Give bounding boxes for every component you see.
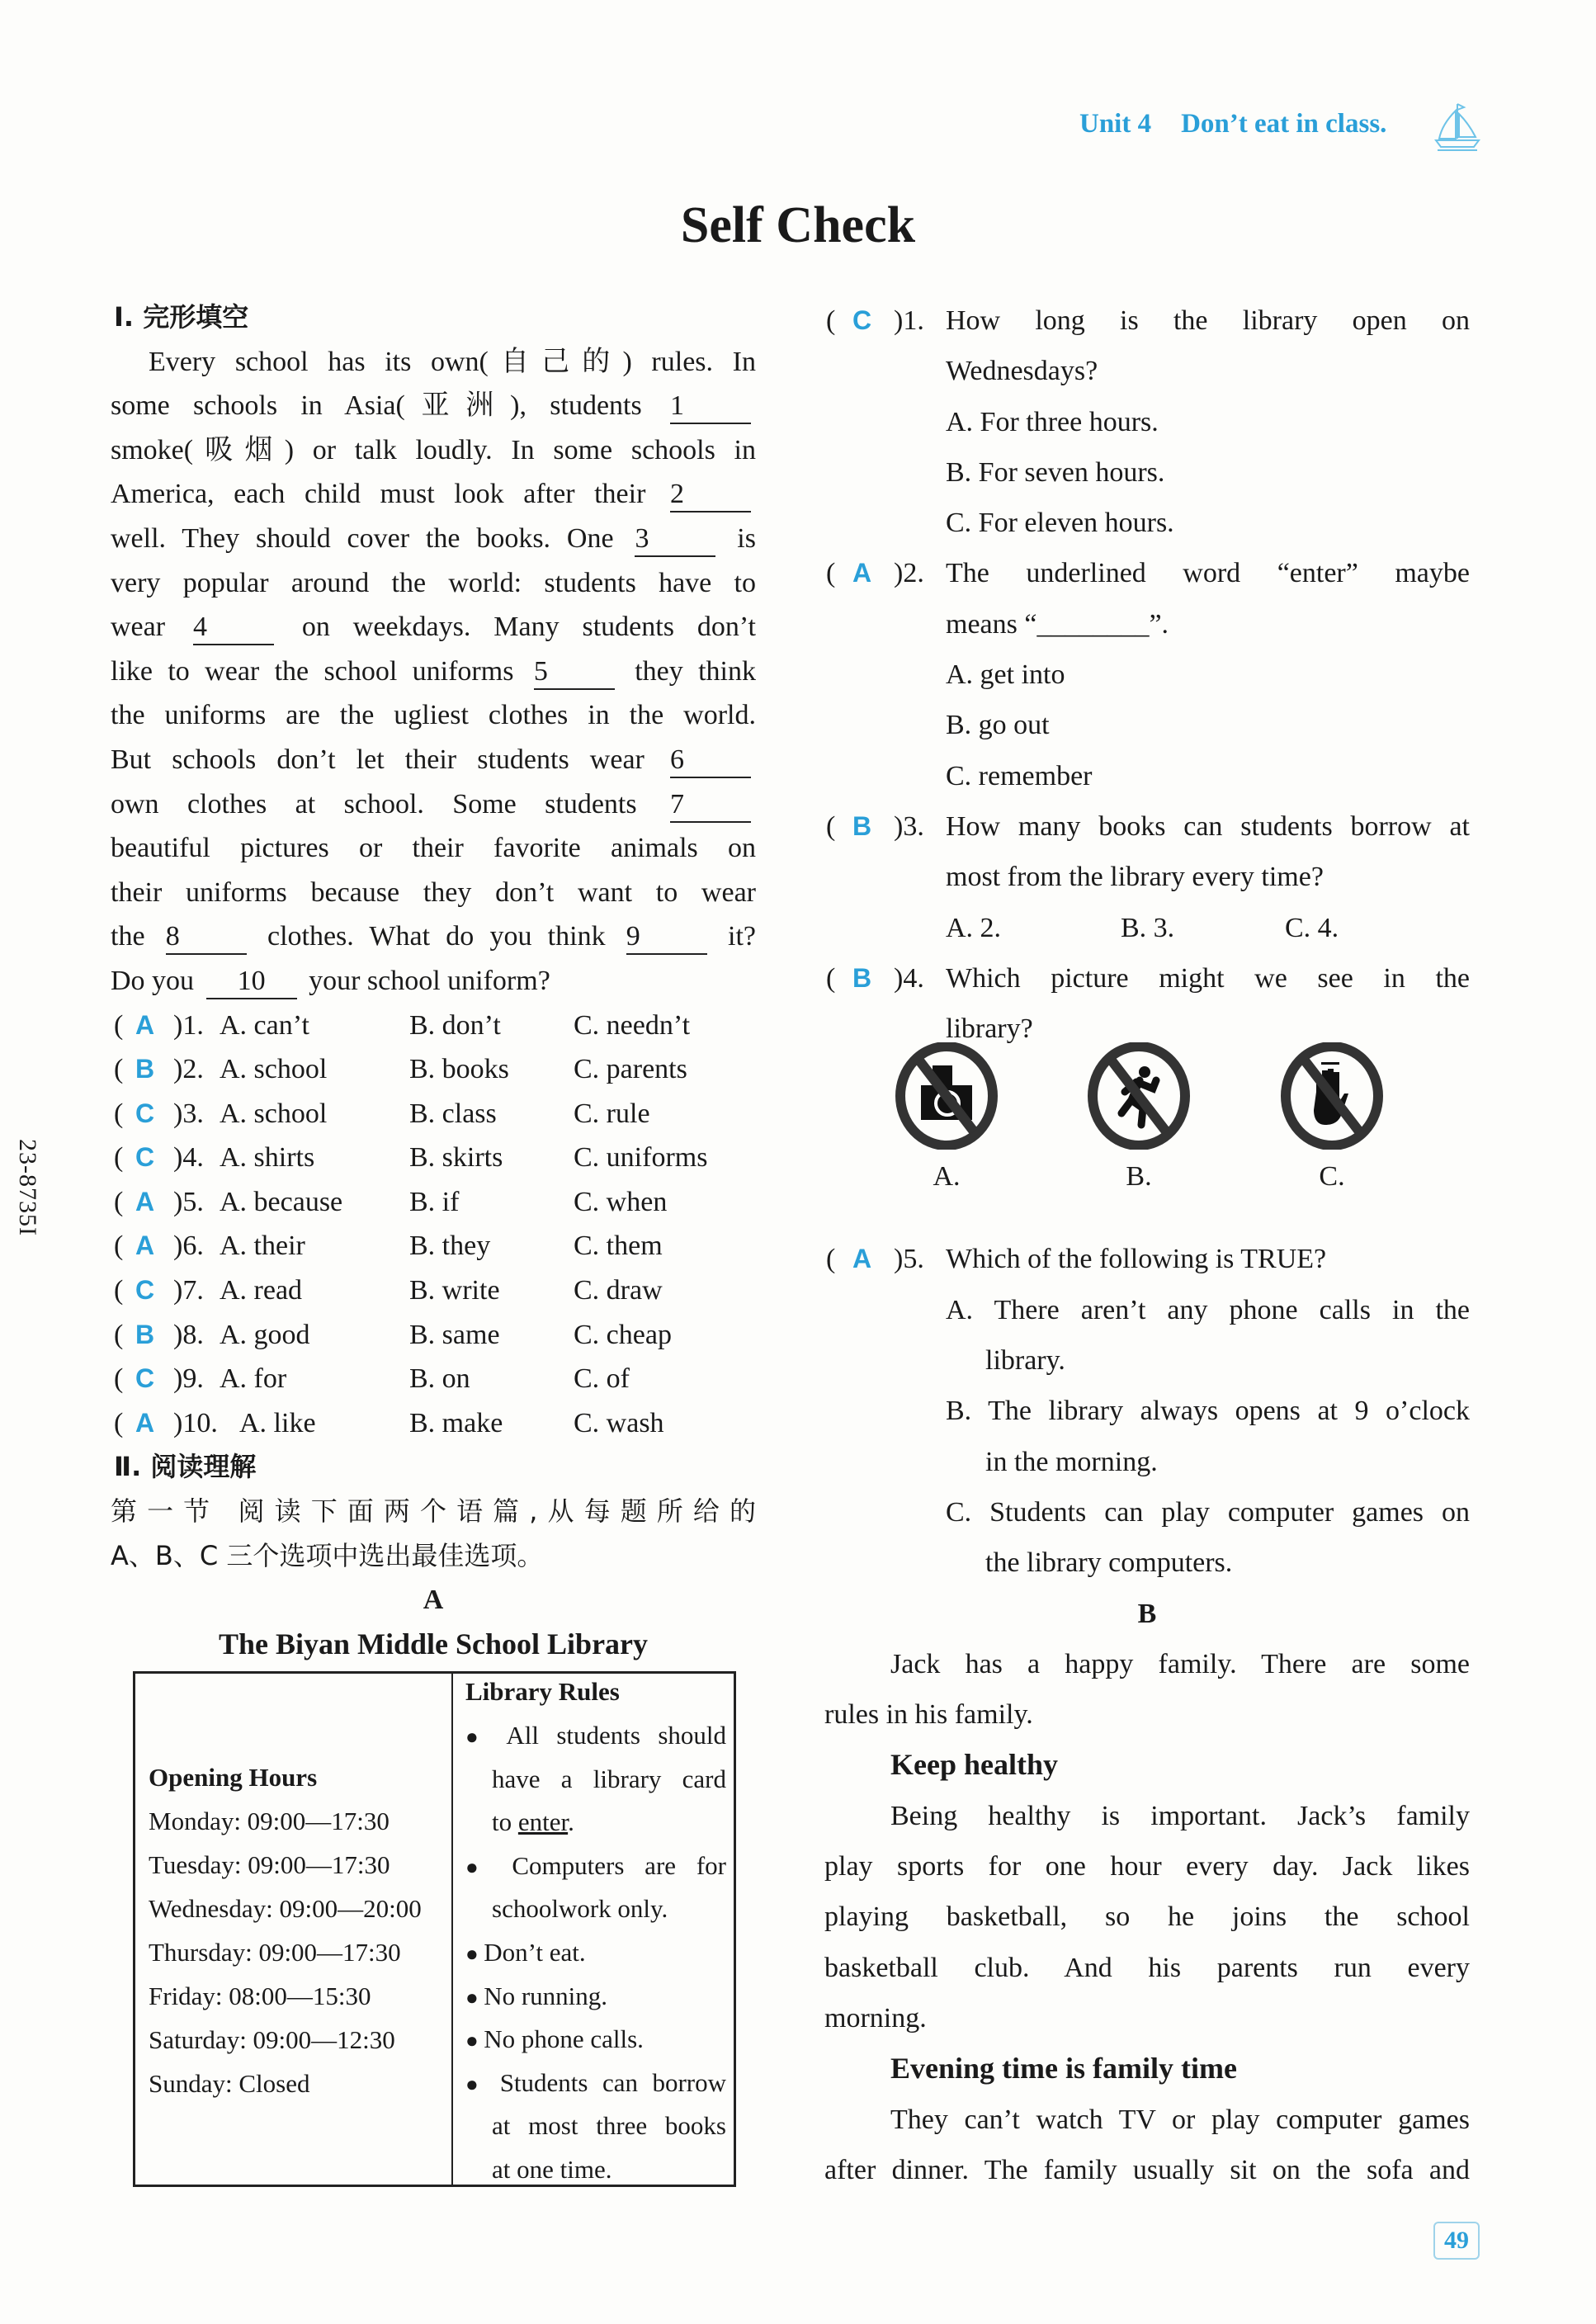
bullet: ●	[465, 2071, 500, 2096]
option-row	[111, 1313, 756, 1358]
option-row	[111, 1136, 756, 1180]
option-b: B. don’t	[409, 1009, 501, 1041]
option-a: A. their	[220, 1230, 305, 1262]
question-number: )6.	[173, 1230, 204, 1262]
line-text: A. get into	[946, 659, 1065, 691]
question-line	[824, 548, 1470, 598]
text-line	[824, 1689, 1470, 1740]
choice-a: A. 2.	[946, 912, 1002, 943]
paren-open: (	[826, 1244, 836, 1275]
underlined-word: enter	[517, 1807, 569, 1837]
unit-header	[1079, 109, 1386, 139]
answer-4: C	[135, 1142, 155, 1173]
paren-open: (	[826, 810, 836, 842]
blank-4[interactable]: 4	[193, 611, 274, 645]
opening-hours-row: Saturday: 09:00—12:30	[149, 2025, 395, 2054]
option-a: A. for	[220, 1363, 287, 1395]
paren-open: (	[114, 1009, 124, 1041]
sign-label: B.	[1126, 1161, 1152, 1193]
passage-line	[111, 605, 756, 649]
section-heading: Ⅰ. 完形填空	[114, 301, 249, 333]
opening-hours-title: Opening Hours	[149, 1763, 318, 1792]
passage-a-title: The Biyan Middle School Library	[218, 1627, 649, 1660]
page-number: 49	[1433, 2222, 1480, 2260]
library-rule	[465, 1849, 726, 1884]
blank-5[interactable]: 5	[534, 655, 615, 690]
text-line	[824, 2145, 1470, 2195]
option-c: C. when	[574, 1186, 668, 1217]
line-text: library?	[946, 1013, 1033, 1045]
paren-open: (	[114, 1186, 124, 1217]
left-column	[111, 295, 756, 1666]
passage-line	[111, 914, 756, 959]
option-b: B. class	[409, 1098, 497, 1129]
line-text: A. For three hours.	[946, 406, 1159, 437]
library-rule	[492, 1806, 726, 1839]
paren-open: (	[114, 1098, 124, 1129]
choice-c: C. 4.	[1285, 912, 1339, 943]
text-line	[824, 852, 1470, 902]
text-line	[824, 700, 1470, 750]
option-row	[111, 1047, 756, 1092]
text-line	[824, 346, 1470, 396]
rule-text: Computers are for	[512, 1850, 726, 1880]
option-c: C. wash	[574, 1407, 664, 1438]
line-text: the library computers.	[985, 1547, 1233, 1579]
text-line	[824, 1437, 1470, 1487]
paren-open: (	[114, 1142, 124, 1174]
question-number: )4.	[894, 962, 924, 994]
blank-9[interactable]: 9	[626, 920, 707, 955]
option-c: C. parents	[574, 1054, 687, 1085]
library-rule	[465, 1719, 726, 1754]
option-c: C. them	[574, 1230, 663, 1262]
option-row	[111, 1224, 756, 1268]
line-text: most from the library every time?	[946, 862, 1324, 893]
blank-2[interactable]: 2	[670, 478, 751, 513]
option-c: C. cheap	[574, 1319, 672, 1350]
library-rule	[492, 2109, 726, 2142]
option-c: C. of	[574, 1363, 630, 1395]
line-text: library.	[985, 1345, 1065, 1377]
option-b: B. if	[409, 1186, 460, 1217]
line-text: B	[1137, 1598, 1157, 1629]
line-text: morning.	[824, 2002, 927, 2034]
text-line	[824, 1335, 1470, 1386]
text-line	[824, 1386, 1470, 1436]
paren-open: (	[826, 558, 836, 589]
question-number: )10.	[173, 1407, 218, 1438]
rule-text: All students should	[506, 1721, 726, 1750]
text-line	[824, 447, 1470, 498]
text-line	[824, 498, 1470, 548]
passage-line	[111, 428, 756, 473]
option-c: C. rule	[574, 1098, 650, 1129]
option-b: B. write	[409, 1275, 500, 1306]
opening-hours-row: Tuesday: 09:00—17:30	[149, 1850, 390, 1879]
answer-3: C	[135, 1098, 155, 1128]
passage-text: it?	[711, 921, 756, 952]
question-number: )2.	[894, 558, 924, 589]
answer-10: A	[135, 1407, 155, 1438]
answer-7: C	[135, 1275, 155, 1306]
answer-r2: A	[852, 558, 872, 588]
line-text: rules in his family.	[824, 1699, 1033, 1731]
line-text: Jack has a happy family. There are some	[890, 1648, 1470, 1679]
no-running-icon	[1085, 1042, 1192, 1193]
paren-open: (	[114, 1363, 124, 1395]
library-table	[133, 1671, 736, 2187]
text-line	[824, 1943, 1470, 1993]
passage-text: the	[111, 921, 161, 952]
text-line	[824, 1841, 1470, 1892]
passage-line	[111, 693, 756, 738]
library-rule	[492, 2153, 726, 2186]
library-rule	[492, 1763, 726, 1796]
option-row	[111, 1401, 756, 1446]
text-line	[824, 1487, 1470, 1538]
sign-pictures	[824, 1054, 1470, 1234]
option-row	[111, 1004, 756, 1048]
text-line	[824, 1589, 1470, 1639]
text-line	[824, 1993, 1470, 2043]
option-row	[111, 1357, 756, 1401]
line-text: means “________”.	[946, 608, 1169, 640]
subheading: Keep healthy	[890, 1748, 1058, 1782]
sailboat-icon	[1434, 101, 1480, 152]
line-text: C. For eleven hours.	[946, 508, 1174, 539]
option-b: B. books	[409, 1054, 509, 1085]
answer-1: A	[135, 1009, 155, 1040]
side-code: 23-8735I	[14, 1139, 41, 1236]
option-a: A. good	[220, 1319, 310, 1350]
option-row	[111, 1268, 756, 1313]
line-text: Being healthy is important. Jack’s family	[890, 1800, 1470, 1831]
passage-text: like to wear the school uniforms	[111, 655, 529, 687]
text-line	[824, 1892, 1470, 1942]
line-text: C. remember	[946, 760, 1093, 791]
passage-line	[111, 959, 756, 1004]
passage-line	[111, 561, 756, 606]
passage-line	[111, 738, 756, 782]
passage-text: America, each child must look after their	[111, 479, 665, 510]
answer-6: A	[135, 1230, 155, 1261]
line-text: C. Students can play computer games on	[946, 1496, 1470, 1528]
passage-text: on weekdays. Many students don’t	[278, 612, 756, 643]
answer-r4: B	[852, 962, 872, 993]
rule-text: No running.	[484, 1981, 608, 2010]
question-number: )3.	[173, 1098, 204, 1129]
page-title: Self Check	[680, 197, 916, 253]
bullet: ●	[465, 1854, 512, 1879]
text-line	[824, 649, 1470, 700]
no-camera-icon	[893, 1042, 1000, 1193]
passage-text: Do you	[111, 965, 201, 996]
line-text: playing basketball, so he joins the school	[824, 1901, 1470, 1933]
option-b: B. same	[409, 1319, 500, 1350]
option-b: B. skirts	[409, 1142, 503, 1174]
rule-text: Students can borrow	[499, 2067, 726, 2097]
rule-text: Don’t eat.	[484, 1938, 586, 1967]
option-row	[111, 1092, 756, 1136]
passage-text: is	[720, 522, 756, 554]
option-a: A. like	[239, 1407, 316, 1438]
paren-open: (	[114, 1054, 124, 1085]
question-number: )5.	[173, 1186, 204, 1217]
table-divider	[451, 1674, 453, 2185]
line-text: after dinner. The family usually sit on the sofa and	[824, 2154, 1470, 2185]
answer-r3: B	[852, 810, 872, 841]
passage-text: beautiful pictures or their favorite animals on	[111, 833, 756, 864]
passage-text: But schools don’t let their students wear	[111, 744, 665, 775]
paren-open: (	[826, 962, 836, 994]
rule-text: No phone calls.	[484, 2024, 644, 2054]
answer-2: B	[135, 1054, 155, 1084]
option-c: C. draw	[574, 1275, 663, 1306]
unit-title: Don’t eat in class.	[1181, 109, 1387, 139]
opening-hours-row: Thursday: 09:00—17:30	[149, 1938, 401, 1967]
option-c: C. needn’t	[574, 1009, 691, 1041]
rule-text: schoolwork only.	[492, 1894, 668, 1924]
text-line	[824, 397, 1470, 447]
text-line	[824, 1538, 1470, 1588]
bullet: ●	[465, 1725, 507, 1749]
library-rules-title: Library Rules	[465, 1677, 620, 1706]
library-rule	[465, 1936, 726, 1971]
bullet: ●	[465, 1942, 484, 1966]
question-text: The underlined word “enter” maybe	[946, 558, 1470, 589]
text-line	[824, 2095, 1470, 2145]
question-line	[824, 801, 1470, 852]
opening-hours-row: Monday: 09:00—17:30	[149, 1807, 390, 1835]
passage-text: wear	[111, 612, 188, 643]
question-number: )5.	[894, 1244, 924, 1275]
option-a: A. read	[220, 1275, 303, 1306]
question-text: Which picture might we see in the	[946, 962, 1470, 994]
line-text: B. go out	[946, 710, 1050, 741]
passage-line	[111, 340, 756, 385]
answer-9: C	[135, 1363, 155, 1394]
question-line	[824, 953, 1470, 1004]
opening-hours-row: Sunday: Closed	[149, 2069, 310, 2098]
blank-8[interactable]: 8	[166, 920, 247, 955]
bullet: ●	[465, 2029, 484, 2053]
instruction: 第一节 阅读下面两个语篇,从每题所给的	[111, 1495, 756, 1528]
paren-open: (	[114, 1319, 124, 1350]
library-rule	[465, 2067, 726, 2101]
blank-6[interactable]: 6	[670, 744, 751, 778]
paren-open: (	[114, 1230, 124, 1262]
question-line	[824, 295, 1470, 346]
passage-line	[111, 472, 756, 517]
passage-text: clothes. What do you think	[251, 921, 621, 952]
line-text: B. The library always opens at 9 o’clock	[946, 1396, 1470, 1427]
question-text: How many books can students borrow at	[946, 810, 1470, 842]
text-line	[824, 1639, 1470, 1689]
subheading: Evening time is family time	[890, 2052, 1237, 2085]
text-line	[824, 1285, 1470, 1335]
right-column	[824, 295, 1470, 2195]
rule-text: to	[492, 1807, 518, 1837]
paren-open: (	[826, 305, 836, 336]
option-c: C. uniforms	[574, 1142, 708, 1174]
answer-r1: C	[852, 305, 872, 335]
blank-3[interactable]: 3	[635, 522, 715, 557]
passage-text: Every school has its own(自己的) rules. In	[149, 346, 756, 377]
answer-5: A	[135, 1186, 155, 1216]
library-rule	[465, 1980, 726, 2015]
answer-8: B	[135, 1319, 155, 1349]
line-text: basketball club. And his parents run every	[824, 1952, 1470, 1983]
text-line	[824, 2043, 1470, 2094]
question-number: )1.	[894, 305, 924, 336]
question-number: )1.	[173, 1009, 204, 1041]
line-text: B. For seven hours.	[946, 456, 1165, 488]
line-text: Wednesdays?	[946, 356, 1098, 387]
rule-text: .	[568, 1807, 574, 1837]
passage-text: the uniforms are the ugliest clothes in the world.	[111, 700, 756, 731]
rule-text: at one time.	[492, 2155, 612, 2184]
passage-line	[111, 826, 756, 871]
rule-text: have a library card	[492, 1764, 726, 1793]
passage-line	[111, 517, 756, 561]
option-a: A. school	[220, 1098, 328, 1129]
passage-line	[111, 649, 756, 694]
passage-text: some schools in Asia(亚洲), students	[111, 390, 665, 422]
passage-a-label: A	[423, 1585, 444, 1616]
no-touching-icon	[1278, 1042, 1386, 1193]
option-a: A. can’t	[220, 1009, 309, 1041]
option-row	[111, 1180, 756, 1225]
instruction: A、B、C 三个选项中选出最佳选项。	[111, 1539, 544, 1571]
rule-text: at most three books	[492, 2111, 726, 2141]
passage-text: your school uniform?	[301, 965, 550, 996]
option-b: B. make	[409, 1407, 503, 1438]
choice-b: B. 3.	[1121, 912, 1175, 943]
passage-text: they think	[619, 655, 756, 687]
passage-text: very popular around the world: students have to	[111, 567, 756, 598]
passage-text: their uniforms because they don’t want to wear	[111, 876, 756, 908]
text-line	[824, 599, 1470, 649]
bullet: ●	[465, 1985, 484, 2010]
passage-text: well. They should cover the books. One	[111, 522, 630, 554]
question-number: )9.	[173, 1363, 204, 1395]
library-rule	[492, 1892, 726, 1925]
passage-line	[111, 384, 756, 428]
opening-hours-row: Friday: 08:00—15:30	[149, 1982, 371, 2010]
sign-label: C.	[1319, 1161, 1345, 1193]
blank-10[interactable]: 10	[206, 965, 297, 999]
unit-label: Unit 4	[1079, 109, 1152, 139]
passage-text: own clothes at school. Some students	[111, 788, 665, 820]
question-number: )8.	[173, 1319, 204, 1350]
passage-line	[111, 782, 756, 827]
option-b: B. they	[409, 1230, 491, 1262]
section-heading: Ⅱ. 阅读理解	[114, 1451, 257, 1483]
question-line	[824, 1234, 1470, 1284]
opening-hours-row: Wednesday: 09:00—20:00	[149, 1894, 422, 1923]
paren-open: (	[114, 1275, 124, 1306]
line-text: A. There aren’t any phone calls in the	[946, 1294, 1470, 1325]
line-text: They can’t watch TV or play computer games	[890, 2104, 1470, 2135]
text-line	[824, 1791, 1470, 1841]
option-a: A. shirts	[220, 1142, 315, 1174]
option-a: A. school	[220, 1054, 328, 1085]
question-number: )3.	[894, 810, 924, 842]
answer-r5: A	[852, 1244, 872, 1274]
paren-open: (	[114, 1407, 124, 1438]
answer-choices	[824, 903, 1470, 953]
question-text: How long is the library open on	[946, 305, 1470, 336]
blank-7[interactable]: 7	[670, 788, 751, 823]
text-line	[824, 1740, 1470, 1790]
question-number: )7.	[173, 1275, 204, 1306]
text-line	[824, 751, 1470, 801]
line-text: play sports for one hour every day. Jack likes	[824, 1851, 1470, 1882]
passage-text: smoke(吸烟) or talk loudly. In some schools in	[111, 434, 756, 465]
line-text: in the morning.	[985, 1446, 1158, 1477]
question-number: )4.	[173, 1142, 204, 1174]
sign-label: A.	[933, 1161, 961, 1193]
question-text: Which of the following is TRUE?	[946, 1244, 1327, 1275]
option-b: B. on	[409, 1363, 470, 1395]
option-a: A. because	[220, 1186, 343, 1217]
question-number: )2.	[173, 1054, 204, 1085]
blank-1[interactable]: 1	[670, 390, 751, 424]
passage-line	[111, 871, 756, 915]
library-rule	[465, 2023, 726, 2057]
